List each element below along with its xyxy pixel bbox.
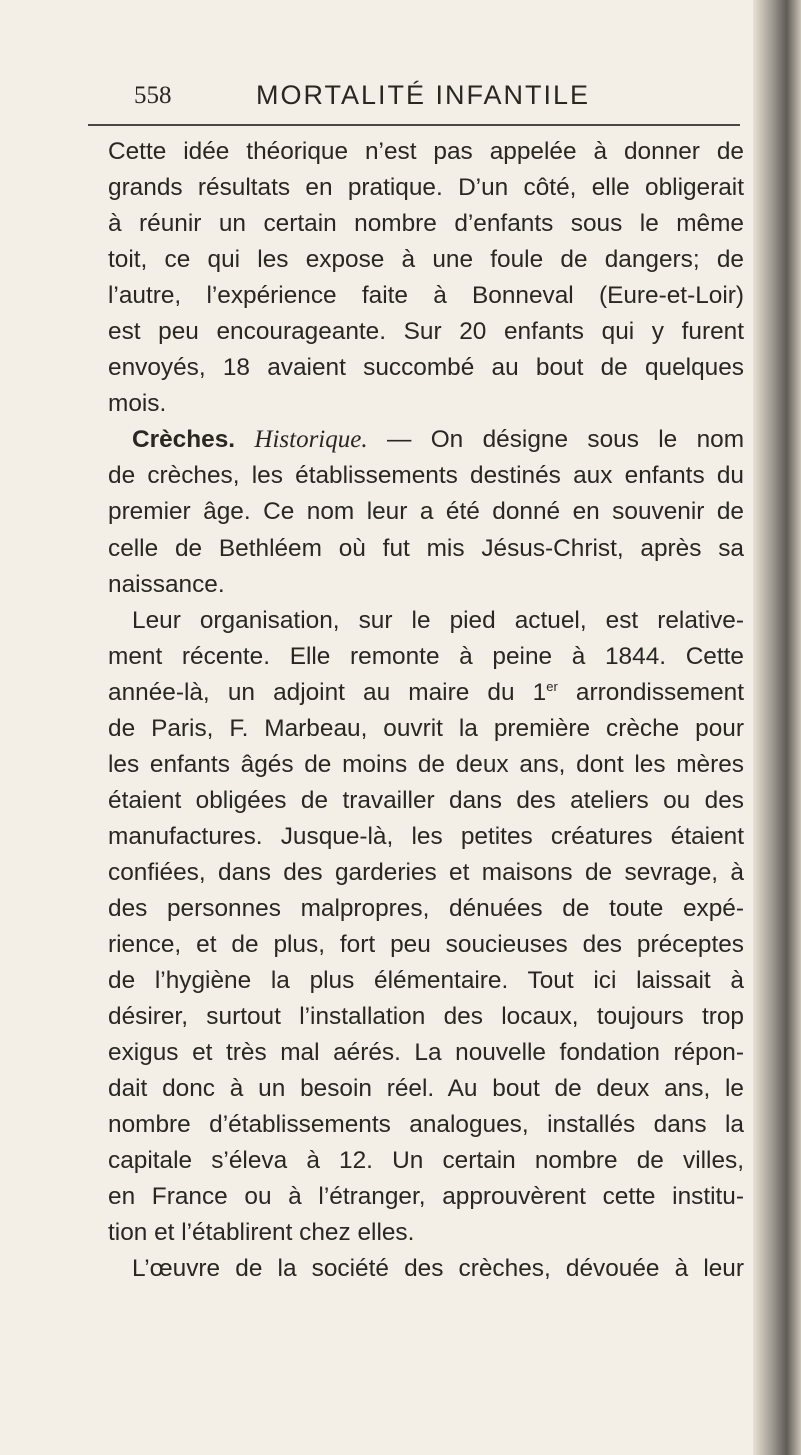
- text-line: l’autre, l’expérience faite à Bonneval (Eure-et-Loir): [108, 282, 744, 310]
- page-edge-shadow: [753, 0, 801, 1455]
- text-line: grands résultats en pratique. D’un côté, elle obligerait: [108, 174, 744, 202]
- text-line: premier âge. Ce nom leur a été donné en souvenir de: [108, 498, 744, 526]
- text-line: de Paris, F. Marbeau, ouvrit la première crèche pour: [108, 714, 744, 742]
- running-title: MORTALITÉ INFANTILE: [256, 80, 591, 110]
- text-line: des personnes malpropres, dénuées de toute expé-: [108, 894, 744, 922]
- text-line: de crèches, les établissements destinés aux enfants du: [108, 462, 744, 490]
- text-line: tion et l’établirent chez elles.: [108, 1219, 415, 1247]
- text-line: rience, et de plus, fort peu soucieuses des préceptes: [108, 931, 744, 959]
- text-line: [108, 675, 744, 711]
- text-line: envoyés, 18 avaient succombé au bout de quelques: [108, 354, 744, 382]
- line-part: arrondissement: [557, 678, 744, 706]
- text-line: les enfants âgés de moins de deux ans, dont les mères: [108, 750, 744, 778]
- section-heading: Crèches.: [132, 426, 236, 454]
- text-line: toit, ce qui les expose à une foule de dangers; de: [108, 246, 744, 274]
- body-text: [108, 134, 744, 1288]
- text-line: à réunir un certain nombre d’enfants sous le même: [108, 210, 744, 238]
- text-line: L’œuvre de la société des crèches, dévouée à leur: [132, 1255, 744, 1283]
- text-line: manufactures. Jusque-là, les petites créatures étaient: [108, 822, 744, 850]
- text-line: étaient obligées de travailler dans des ateliers ou des: [108, 786, 744, 814]
- text-line: est peu encourageante. Sur 20 enfants qui y furent: [108, 318, 744, 346]
- page-number: 558: [134, 82, 172, 109]
- superscript: er: [546, 678, 558, 694]
- text-line: de l’hygiène la plus élémentaire. Tout ici laissait à: [108, 967, 744, 995]
- text-line: désirer, surtout l’installation des locaux, toujours trop: [108, 1003, 744, 1031]
- text-line: ment récente. Elle remonte à peine à 1844. Cette: [108, 642, 744, 670]
- text-line: Cette idée théorique n’est pas appelée à donner de: [108, 138, 744, 165]
- text-line: celle de Bethléem où fut mis Jésus-Christ, après sa: [108, 534, 744, 562]
- text-line: Leur organisation, sur le pied actuel, est relative-: [132, 606, 744, 634]
- text-line: mois.: [108, 390, 167, 418]
- line-part: année-là, un adjoint au maire du 1: [108, 678, 547, 706]
- text-line: capitale s’éleva à 12. Un certain nombre de villes,: [108, 1147, 744, 1175]
- text-line: nombre d’établissements analogues, installés dans la: [108, 1111, 744, 1139]
- section-heading-line: [108, 422, 744, 458]
- heading-line-rest: — On désigne sous le nom: [386, 426, 745, 454]
- text-line: confiées, dans des garderies et maisons de sevrage, à: [108, 858, 744, 886]
- running-header: [0, 78, 740, 118]
- section-subheading: Historique.: [254, 426, 368, 454]
- text-line: naissance.: [108, 570, 225, 598]
- header-rule: [88, 124, 740, 126]
- text-line: en France ou à l’étranger, approuvèrent cette institu-: [108, 1183, 744, 1211]
- text-line: dait donc à un besoin réel. Au bout de deux ans, le: [108, 1075, 744, 1103]
- text-line: exigus et très mal aérés. La nouvelle fondation répon-: [108, 1039, 744, 1067]
